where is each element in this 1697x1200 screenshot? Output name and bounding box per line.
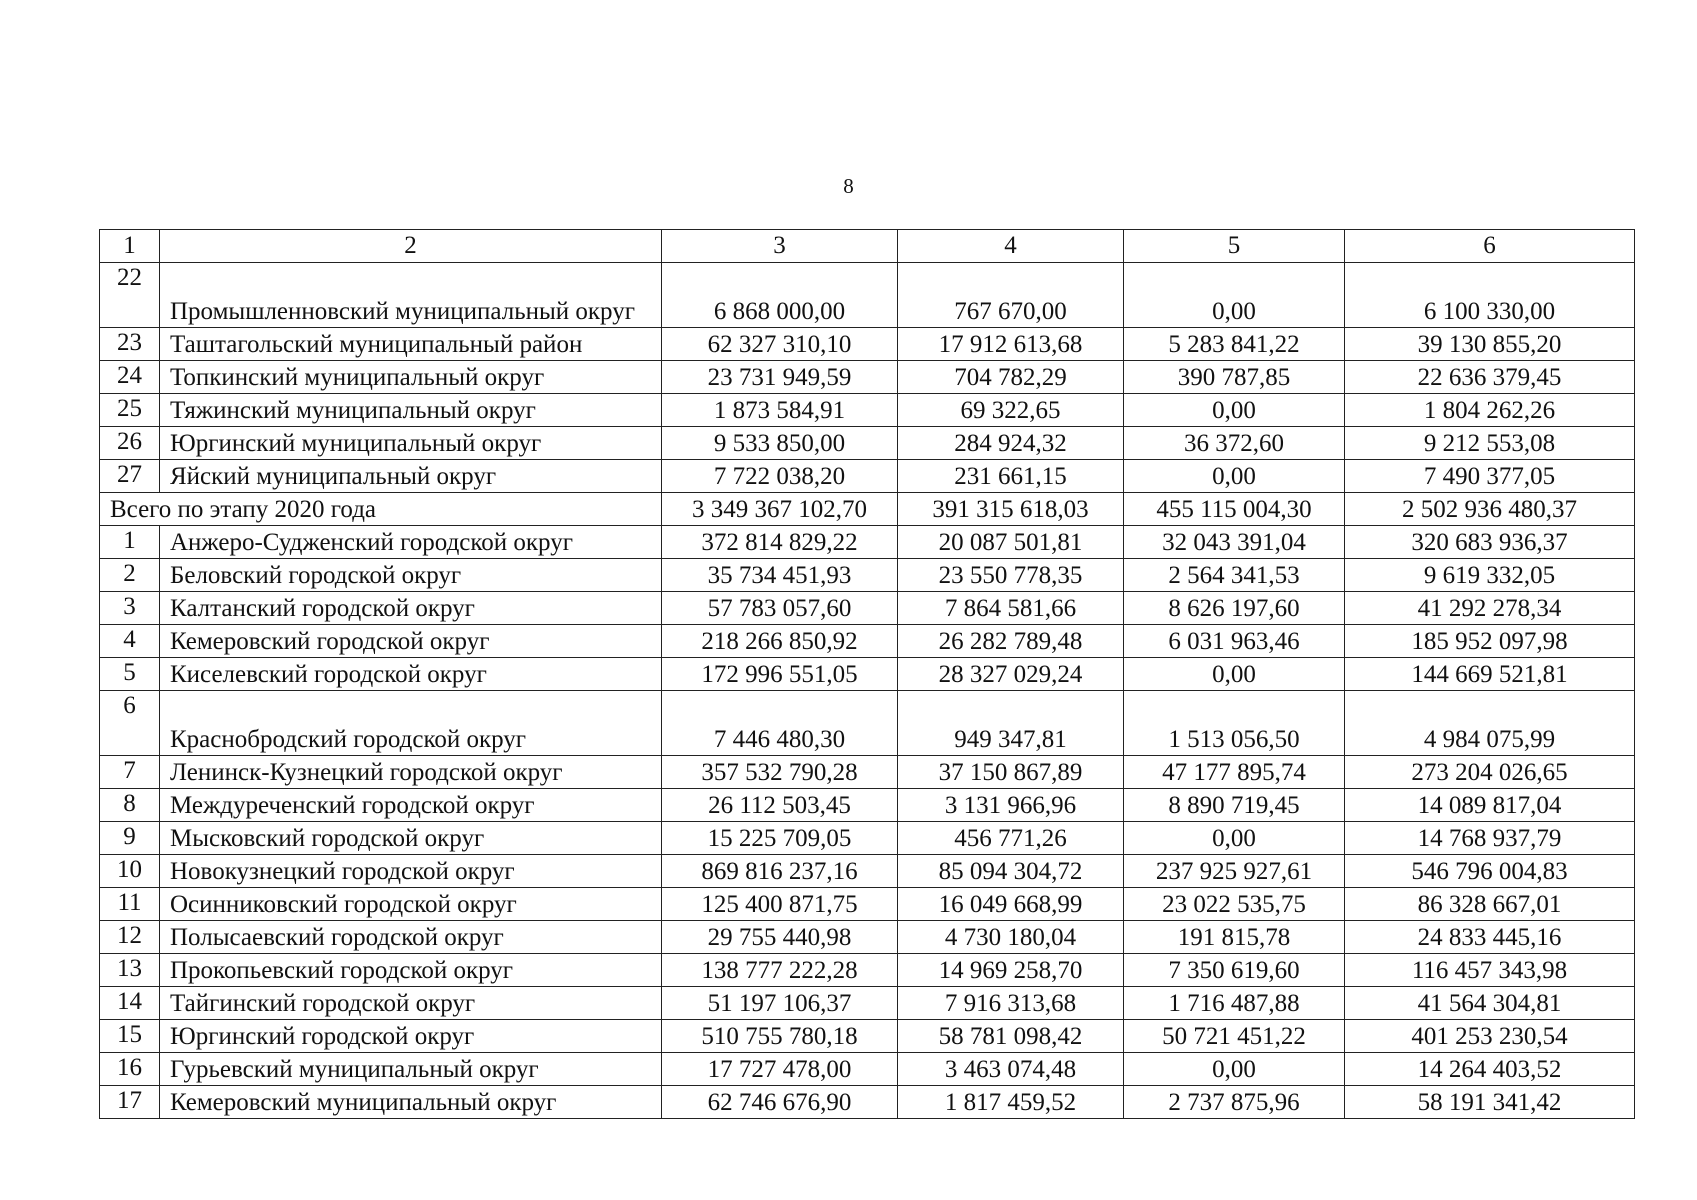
table-row [100,328,1635,361]
value-cell: 138 777 222,28 [662,954,898,987]
table-row [100,460,1635,493]
value-cell: 41 292 278,34 [1345,592,1635,625]
page-number: 8 [843,174,854,198]
value-cell: 9 212 553,08 [1345,427,1635,460]
value-cell: 401 253 230,54 [1345,1020,1635,1053]
value-cell: 7 916 313,68 [898,987,1124,1020]
row-name: Киселевский городской округ [160,658,662,691]
total-row [100,493,1635,526]
table-row [100,1020,1635,1053]
table-row [100,427,1635,460]
row-name: Таштагольский муниципальный район [160,328,662,361]
value-cell: 36 372,60 [1124,427,1345,460]
rows-after [100,526,1635,1119]
row-number: 2 [100,559,160,592]
row-name: Кемеровский муниципальный округ [160,1086,662,1119]
value-cell: 218 266 850,92 [662,625,898,658]
header-cell: 2 [160,230,662,263]
row-name: Промышленновский муниципальный округ [160,263,662,328]
row-number: 3 [100,592,160,625]
value-cell: 3 463 074,48 [898,1053,1124,1086]
value-cell: 62 746 676,90 [662,1086,898,1119]
row-number: 10 [100,855,160,888]
table-row [100,789,1635,822]
value-cell: 23 731 949,59 [662,361,898,394]
table-row [100,921,1635,954]
value-cell: 50 721 451,22 [1124,1020,1345,1053]
header-cell: 1 [100,230,160,263]
value-cell: 1 817 459,52 [898,1086,1124,1119]
value-cell: 47 177 895,74 [1124,756,1345,789]
total-cell: 3 349 367 102,70 [662,493,898,526]
value-cell: 185 952 097,98 [1345,625,1635,658]
table-row [100,691,1635,756]
value-cell: 8 890 719,45 [1124,789,1345,822]
value-cell: 4 730 180,04 [898,921,1124,954]
row-name: Топкинский муниципальный округ [160,361,662,394]
value-cell: 37 150 867,89 [898,756,1124,789]
row-number: 17 [100,1086,160,1119]
value-cell: 23 022 535,75 [1124,888,1345,921]
row-number: 8 [100,789,160,822]
value-cell: 0,00 [1124,1053,1345,1086]
value-cell: 1 804 262,26 [1345,394,1635,427]
table-row [100,987,1635,1020]
value-cell: 191 815,78 [1124,921,1345,954]
row-name: Мысковский городской округ [160,822,662,855]
row-number: 6 [100,691,160,756]
value-cell: 35 734 451,93 [662,559,898,592]
row-name: Яйский муниципальный округ [160,460,662,493]
row-number: 27 [100,460,160,493]
value-cell: 9 533 850,00 [662,427,898,460]
row-name: Беловский городской округ [160,559,662,592]
value-cell: 1 873 584,91 [662,394,898,427]
value-cell: 9 619 332,05 [1345,559,1635,592]
row-name: Анжеро-Судженский городской округ [160,526,662,559]
table-row [100,394,1635,427]
total-cell: 391 315 618,03 [898,493,1124,526]
value-cell: 7 722 038,20 [662,460,898,493]
row-number: 5 [100,658,160,691]
header-cell: 6 [1345,230,1635,263]
value-cell: 14 264 403,52 [1345,1053,1635,1086]
value-cell: 17 727 478,00 [662,1053,898,1086]
value-cell: 8 626 197,60 [1124,592,1345,625]
value-cell: 231 661,15 [898,460,1124,493]
value-cell: 85 094 304,72 [898,855,1124,888]
table-row [100,756,1635,789]
value-cell: 949 347,81 [898,691,1124,756]
total-label: Всего по этапу 2020 года [100,493,662,526]
value-cell: 284 924,32 [898,427,1124,460]
value-cell: 3 131 966,96 [898,789,1124,822]
value-cell: 20 087 501,81 [898,526,1124,559]
table-row [100,361,1635,394]
table-row [100,625,1635,658]
value-cell: 32 043 391,04 [1124,526,1345,559]
value-cell: 14 768 937,79 [1345,822,1635,855]
value-cell: 0,00 [1124,460,1345,493]
value-cell: 26 282 789,48 [898,625,1124,658]
value-cell: 39 130 855,20 [1345,328,1635,361]
row-number: 14 [100,987,160,1020]
row-number: 12 [100,921,160,954]
row-name: Ленинск-Кузнецкий городской округ [160,756,662,789]
value-cell: 357 532 790,28 [662,756,898,789]
value-cell: 6 031 963,46 [1124,625,1345,658]
row-name: Юргинский муниципальный округ [160,427,662,460]
row-name: Кемеровский городской округ [160,625,662,658]
table-row [100,888,1635,921]
value-cell: 1 513 056,50 [1124,691,1345,756]
table-row [100,1053,1635,1086]
value-cell: 546 796 004,83 [1345,855,1635,888]
value-cell: 17 912 613,68 [898,328,1124,361]
value-cell: 14 089 817,04 [1345,789,1635,822]
table-row [100,855,1635,888]
value-cell: 704 782,29 [898,361,1124,394]
row-number: 23 [100,328,160,361]
value-cell: 869 816 237,16 [662,855,898,888]
rows-before [100,263,1635,493]
value-cell: 41 564 304,81 [1345,987,1635,1020]
value-cell: 767 670,00 [898,263,1124,328]
value-cell: 273 204 026,65 [1345,756,1635,789]
value-cell: 320 683 936,37 [1345,526,1635,559]
value-cell: 390 787,85 [1124,361,1345,394]
header-cell: 3 [662,230,898,263]
value-cell: 14 969 258,70 [898,954,1124,987]
value-cell: 22 636 379,45 [1345,361,1635,394]
value-cell: 69 322,65 [898,394,1124,427]
header-cell: 5 [1124,230,1345,263]
total-cell: 2 502 936 480,37 [1345,493,1635,526]
row-name: Прокопьевский городской округ [160,954,662,987]
value-cell: 116 457 343,98 [1345,954,1635,987]
value-cell: 510 755 780,18 [662,1020,898,1053]
value-cell: 125 400 871,75 [662,888,898,921]
row-number: 15 [100,1020,160,1053]
value-cell: 51 197 106,37 [662,987,898,1020]
value-cell: 7 864 581,66 [898,592,1124,625]
row-number: 11 [100,888,160,921]
table-row [100,1086,1635,1119]
budget-table [99,229,1635,1119]
row-name: Междуреченский городской округ [160,789,662,822]
row-name: Полысаевский городской округ [160,921,662,954]
row-number: 16 [100,1053,160,1086]
value-cell: 1 716 487,88 [1124,987,1345,1020]
value-cell: 0,00 [1124,394,1345,427]
table-row [100,822,1635,855]
row-name: Новокузнецкий городской округ [160,855,662,888]
row-name: Осинниковский городской округ [160,888,662,921]
value-cell: 86 328 667,01 [1345,888,1635,921]
header-row [100,230,1635,263]
value-cell: 0,00 [1124,658,1345,691]
row-number: 24 [100,361,160,394]
value-cell: 24 833 445,16 [1345,921,1635,954]
table-row [100,263,1635,328]
value-cell: 7 350 619,60 [1124,954,1345,987]
value-cell: 28 327 029,24 [898,658,1124,691]
value-cell: 172 996 551,05 [662,658,898,691]
row-name: Тяжинский муниципальный округ [160,394,662,427]
value-cell: 6 868 000,00 [662,263,898,328]
value-cell: 57 783 057,60 [662,592,898,625]
row-name: Тайгинский городской округ [160,987,662,1020]
value-cell: 16 049 668,99 [898,888,1124,921]
value-cell: 7 490 377,05 [1345,460,1635,493]
value-cell: 23 550 778,35 [898,559,1124,592]
value-cell: 7 446 480,30 [662,691,898,756]
table-row [100,954,1635,987]
value-cell: 237 925 927,61 [1124,855,1345,888]
row-number: 1 [100,526,160,559]
row-number: 13 [100,954,160,987]
table-row [100,658,1635,691]
table-row [100,526,1635,559]
row-name: Краснобродский городской округ [160,691,662,756]
value-cell: 2 564 341,53 [1124,559,1345,592]
row-number: 9 [100,822,160,855]
row-number: 26 [100,427,160,460]
table-row [100,559,1635,592]
value-cell: 4 984 075,99 [1345,691,1635,756]
total-cell: 455 115 004,30 [1124,493,1345,526]
value-cell: 29 755 440,98 [662,921,898,954]
value-cell: 0,00 [1124,822,1345,855]
value-cell: 15 225 709,05 [662,822,898,855]
value-cell: 456 771,26 [898,822,1124,855]
row-number: 25 [100,394,160,427]
value-cell: 372 814 829,22 [662,526,898,559]
value-cell: 5 283 841,22 [1124,328,1345,361]
value-cell: 26 112 503,45 [662,789,898,822]
value-cell: 58 191 341,42 [1345,1086,1635,1119]
row-number: 4 [100,625,160,658]
row-number: 7 [100,756,160,789]
header-cell: 4 [898,230,1124,263]
value-cell: 62 327 310,10 [662,328,898,361]
value-cell: 58 781 098,42 [898,1020,1124,1053]
row-name: Юргинский городской округ [160,1020,662,1053]
row-number: 22 [100,263,160,328]
row-name: Калтанский городской округ [160,592,662,625]
row-name: Гурьевский муниципальный округ [160,1053,662,1086]
value-cell: 6 100 330,00 [1345,263,1635,328]
value-cell: 2 737 875,96 [1124,1086,1345,1119]
value-cell: 0,00 [1124,263,1345,328]
table-row [100,592,1635,625]
value-cell: 144 669 521,81 [1345,658,1635,691]
